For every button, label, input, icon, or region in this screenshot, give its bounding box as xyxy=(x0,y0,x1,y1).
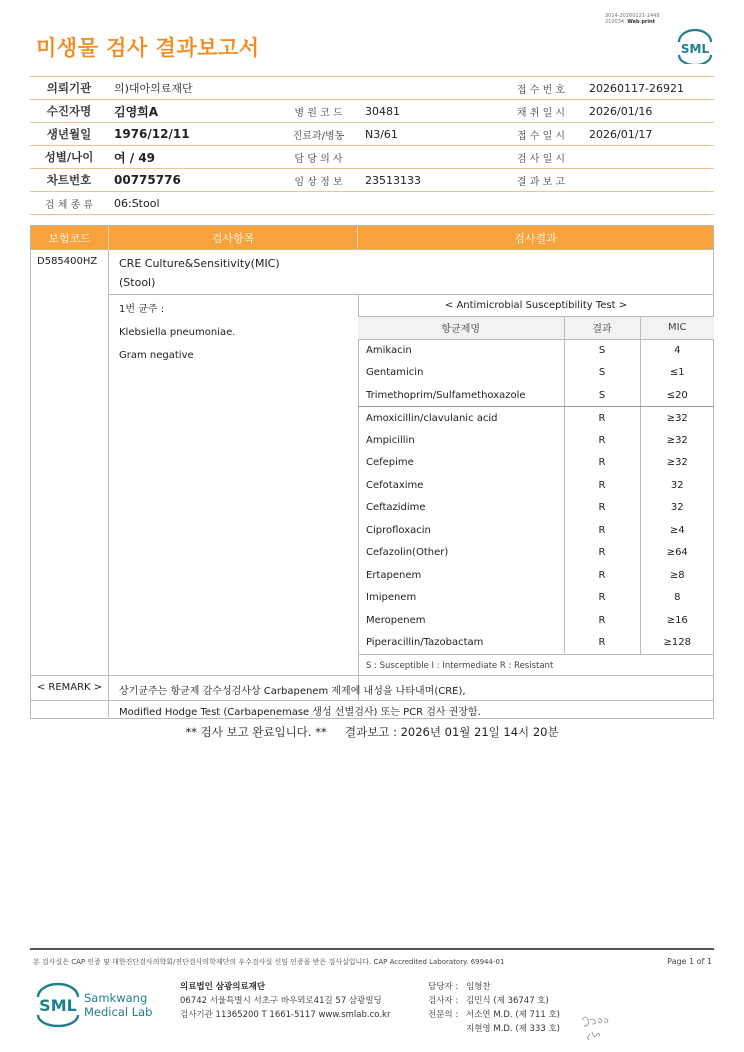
col-item-header: 검사항목 xyxy=(109,226,358,249)
test-date-label: 검 사 일 시 xyxy=(499,146,583,169)
clinical-value: 23513133 xyxy=(359,169,499,192)
col-code-header: 보험코드 xyxy=(31,226,109,249)
antibiotic-name: Gentamicin xyxy=(366,367,424,379)
dob-value: 1976/12/11 xyxy=(108,123,278,146)
ast-row xyxy=(358,452,714,475)
antibiotic-name: Cefepime xyxy=(366,457,414,469)
antibiotic-result: R xyxy=(564,587,640,610)
staff-name: 지현영 M.D. (제 333 호) xyxy=(466,1024,561,1034)
antibiotic-result: R xyxy=(564,519,640,542)
staff-role: 검사자 : xyxy=(428,996,459,1006)
staff-role: 전문의 : xyxy=(428,1010,459,1020)
antibiotic-name: Meropenem xyxy=(366,614,426,626)
antibiotic-mic: ≥4 xyxy=(640,519,714,542)
ast-row xyxy=(358,429,714,452)
antibiotic-result: S xyxy=(564,362,640,385)
sml-logo-icon xyxy=(673,28,717,64)
results-body xyxy=(31,249,713,700)
ast-col-name: 항균제명 xyxy=(358,317,564,340)
antibiotic-name: Ciprofloxacin xyxy=(366,524,431,536)
sex-age-label: 성별/나이 xyxy=(30,146,108,169)
isolate-label: 1번 균주 : xyxy=(119,304,165,315)
antibiotic-mic: ≥32 xyxy=(640,452,714,475)
staff-name: 서소연 M.D. (제 711 호) xyxy=(466,1010,561,1020)
antibiotic-mic: ≥32 xyxy=(640,429,714,452)
ast-title: < Antimicrobial Susceptibility Test > xyxy=(358,294,714,317)
doctor-value xyxy=(359,146,499,169)
samkwang-logo-mark: SML xyxy=(39,996,77,1015)
antibiotic-result: R xyxy=(564,497,640,520)
org-name: 의료법인 삼광의료재단 xyxy=(180,982,266,992)
antibiotic-name: Amikacin xyxy=(366,345,412,356)
remark-section xyxy=(30,675,714,719)
antibiotic-name: Trimethoprim/Sulfamethoxazole xyxy=(358,384,564,407)
antibiotic-name: Ceftazidime xyxy=(366,502,426,514)
antibiotic-mic: ≥128 xyxy=(640,632,714,655)
col-result-header: 검사결과 xyxy=(514,231,557,245)
antibiotic-result: R xyxy=(564,609,640,632)
antibiotic-mic: 8 xyxy=(640,587,714,610)
remark-line-2: Modified Hodge Test (Carbapenemase 생성 선별검사) 또는 PCR 검사 권장함. xyxy=(119,707,481,718)
receipt-no-label: 접 수 번 호 xyxy=(499,77,583,100)
specimen-label: 검 체 종 류 xyxy=(30,192,108,215)
antibiotic-result: R xyxy=(564,407,640,430)
receipt-no-value: 20260117-26921 xyxy=(583,77,714,100)
antibiotic-name: Ampicillin xyxy=(366,434,415,446)
report-title: 미생물 검사 결과보고서 xyxy=(36,36,260,60)
chart-value: 00775776 xyxy=(108,169,278,192)
completion-text: ** 검사 보고 완료입니다. ** 결과보고 : 2026년 01월 21일 14시 20분 xyxy=(185,725,559,739)
ast-row xyxy=(358,474,714,497)
antibiotic-mic: ≥32 xyxy=(640,407,714,430)
sex-age-value: 여 / 49 xyxy=(108,146,278,169)
test-date-value xyxy=(583,146,714,169)
ast-table xyxy=(358,294,714,677)
antibiotic-mic: ≤20 xyxy=(640,384,714,407)
antibiotic-mic: ≤1 xyxy=(640,362,714,385)
chart-label: 차트번호 xyxy=(30,169,108,192)
antibiotic-mic: ≥64 xyxy=(640,542,714,565)
organism-block xyxy=(119,298,235,367)
staff-name: 김민식 (제 36747 호) xyxy=(466,996,549,1006)
antibiotic-mic: 4 xyxy=(640,339,714,362)
hosp-code-label: 병 원 코 드 xyxy=(278,100,359,123)
antibiotic-mic: ≥16 xyxy=(640,609,714,632)
antibiotic-name: Ertapenem xyxy=(366,569,422,581)
staff-role: 담당자 : xyxy=(428,982,459,992)
antibiotic-mic: 32 xyxy=(640,474,714,497)
results-table xyxy=(30,225,714,701)
print-code: 3014-20260121-1448 xyxy=(605,13,660,19)
insurance-code: D585400HZ xyxy=(31,250,109,700)
ast-row xyxy=(358,632,714,655)
results-header xyxy=(31,226,713,249)
collect-value: 2026/01/16 xyxy=(583,100,714,123)
antibiotic-name: Cefotaxime xyxy=(366,479,424,491)
report-value xyxy=(583,169,714,192)
print-label: Web print xyxy=(627,19,656,25)
antibiotic-result: S xyxy=(564,339,640,362)
ast-row xyxy=(358,519,714,542)
antibiotic-name: Amoxicillin/clavulanic acid xyxy=(366,412,498,424)
report-label: 결 과 보 고 xyxy=(499,169,583,192)
ast-legend: S : Susceptible I : Intermediate R : Resistant xyxy=(358,654,714,677)
staff-role xyxy=(428,1022,466,1036)
dept-value: N3/61 xyxy=(359,123,499,146)
antibiotic-result: S xyxy=(564,384,640,407)
print-meta xyxy=(605,13,660,25)
antibiotic-result: R xyxy=(564,474,640,497)
patient-value: 김영희A xyxy=(108,100,278,123)
sml-logo-text: SML xyxy=(680,42,710,56)
org-address: 06742 서울특별시 서초구 바우뫼로41길 57 삼광빌딩 xyxy=(180,996,382,1006)
page-number: Page 1 of 1 xyxy=(667,957,712,966)
samkwang-logo-icon xyxy=(36,980,166,1030)
remark-line-1: 상기균주는 항균제 감수성검사상 Carbapenem 제제에 내성을 나타내며(CRE), xyxy=(119,686,466,697)
remark-label: < REMARK > xyxy=(31,676,109,718)
antibiotic-result: R xyxy=(564,452,640,475)
ast-row xyxy=(358,384,714,407)
hosp-code-value: 30481 xyxy=(359,100,499,123)
ast-row xyxy=(358,497,714,520)
antibiotic-result: R xyxy=(564,542,640,565)
test-specimen: (Stool) xyxy=(119,276,156,289)
dept-label: 진료과/병동 xyxy=(278,123,359,146)
antibiotic-mic: ≥8 xyxy=(640,564,714,587)
antibiotic-name: Imipenem xyxy=(366,592,417,604)
requester-label: 의뢰기관 xyxy=(30,77,108,100)
dob-label: 생년월일 xyxy=(30,123,108,146)
antibiotic-name: Piperacillin/Tazobactam xyxy=(366,637,484,648)
staff-list xyxy=(428,980,560,1036)
collect-label: 채 취 일 시 xyxy=(499,100,583,123)
antibiotic-result: R xyxy=(564,564,640,587)
logo-line-1: Samkwang xyxy=(84,991,148,1005)
receipt-date-value: 2026/01/17 xyxy=(583,123,714,146)
ast-row xyxy=(358,564,714,587)
ast-col-mic: MIC xyxy=(640,317,714,340)
ast-row xyxy=(358,407,714,430)
receipt-date-label: 접 수 일 시 xyxy=(499,123,583,146)
antibiotic-result: R xyxy=(564,632,640,655)
footer-note: 본 검사실은 CAP 인증 및 대한진단검사의학회/진단검사의학재단의 우수검사실 신임 인증을 받은 검사실입니다. CAP Accredited Laboratory. 69944-01 xyxy=(33,958,505,966)
signature-icon xyxy=(578,1010,618,1042)
ast-row xyxy=(358,542,714,565)
clinical-label: 임 상 정 보 xyxy=(278,169,359,192)
org-contact: 검사기관 11365200 T 1661-5117 www.smlab.co.kr xyxy=(180,1010,391,1020)
staff-name: 임형찬 xyxy=(466,982,491,992)
ast-row xyxy=(358,587,714,610)
specimen-value: 06:Stool xyxy=(108,192,714,215)
test-name-block xyxy=(119,254,280,292)
test-name: CRE Culture&Sensitivity(MIC) xyxy=(119,257,280,270)
antibiotic-result: R xyxy=(564,429,640,452)
antibiotic-mic: 32 xyxy=(640,497,714,520)
gram-stain: Gram negative xyxy=(119,350,194,361)
print-code-2: 210034 xyxy=(605,19,625,25)
patient-label: 수진자명 xyxy=(30,100,108,123)
logo-line-2: Medical Lab xyxy=(84,1005,153,1019)
ast-col-result: 결과 xyxy=(564,317,640,340)
org-info xyxy=(180,980,390,1022)
patient-info-table xyxy=(30,76,714,215)
ast-row xyxy=(358,609,714,632)
antibiotic-name: Cefazolin(Other) xyxy=(366,547,449,559)
doctor-label: 담 당 의 사 xyxy=(278,146,359,169)
organism-name: Klebsiella pneumoniae. xyxy=(119,327,236,338)
ast-row xyxy=(358,339,714,362)
ast-row xyxy=(358,362,714,385)
requester-value: 의)대아의료재단 xyxy=(108,77,499,100)
